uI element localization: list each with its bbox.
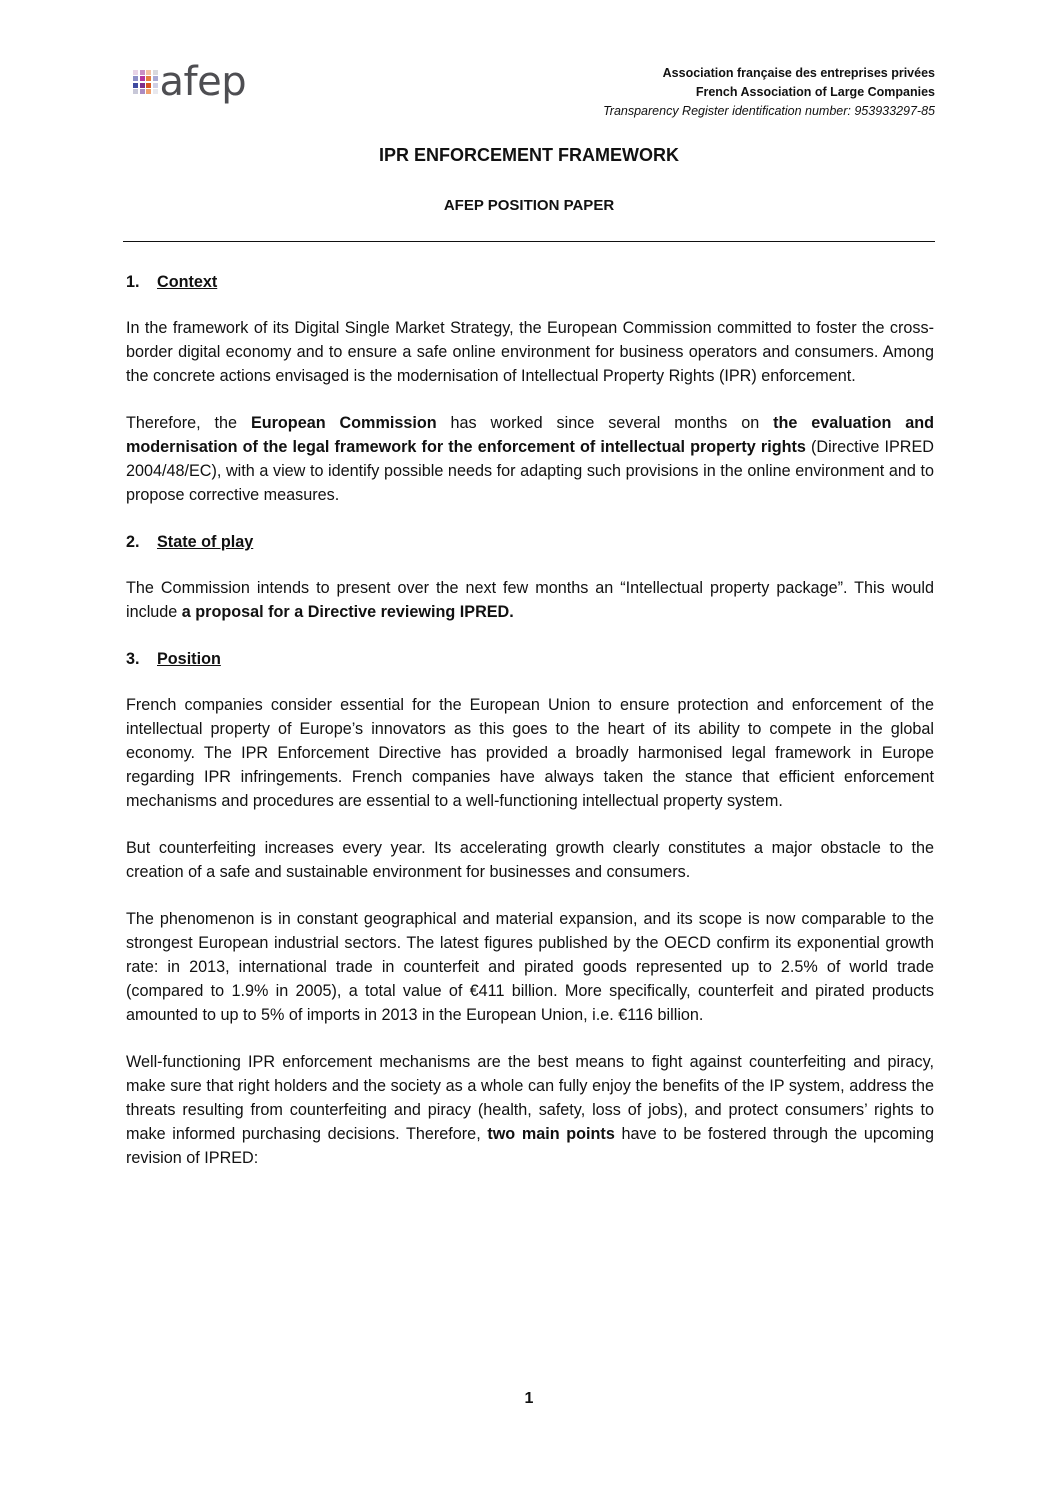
section-number: 2. [126,533,140,551]
logo-square [133,83,138,88]
section-title: Position [157,650,221,668]
text-run: The Commission intends to present over the next few months an “Intellectual property package”. This would include [126,579,934,621]
logo-square [153,70,158,75]
logo-square [133,70,138,75]
text-run: (Directive IPRED 2004/48/EC), with a view to identify possible needs for adapting such provisions in the online environment and to propose corrective measures. [126,438,934,504]
bold-text: the evaluation and modernisation of the legal framework for the enforcement of intellectual property rights [126,414,935,456]
body-paragraph [126,411,934,507]
text-run: But counterfeiting increases every year. Its accelerating growth clearly constitutes a major obstacle to the creation of a safe and sustainable environment for businesses and consumers. [126,839,934,881]
page-number: 1 [524,1390,534,1407]
body-paragraph [126,693,934,813]
text-run: French companies consider essential for the European Union to ensure protection and enforcement of the intellectual property of Europe’s innovators as this goes to the heart of its ability to compete in the global economy. The IPR Enforcement Directive has provided a broadly harmonised legal framework in Europe regarding IPR infringements. French companies have always taken the stance that efficient enforcement mechanisms and procedures are essential to a well-functioning intellectual property system. [126,696,934,810]
text-run: Therefore, the [126,414,251,432]
body-paragraph [126,907,934,1027]
title-divider [123,241,935,242]
logo-square [146,70,151,75]
logo-square [140,70,145,75]
afep-logo [133,59,247,105]
logo-square [133,89,138,94]
body-paragraph [126,316,934,388]
section-number: 1. [126,273,140,291]
afep-logo-mark-icon [133,70,158,95]
org-name-en: French Association of Large Companies [695,85,935,99]
body-paragraph [126,836,934,884]
bold-text: two main points [487,1125,615,1143]
logo-square [140,83,145,88]
body-paragraph [126,576,934,624]
text-run: In the framework of its Digital Single Market Strategy, the European Commission committed to foster the cross-border digital economy and to ensure a safe online environment for business operators and consumers. Among the concrete actions envisaged is the modernisation of Intellectual Property Rights (IPR) enforcement. [126,319,934,385]
body-paragraph [126,1050,934,1170]
bold-text: European Commission [250,414,437,432]
section-number: 3. [126,650,140,668]
logo-wordmark: afep [159,59,247,105]
text-run: have to be fostered through the upcoming revision of IPRED: [126,1125,935,1167]
document-body [126,270,934,1193]
section-heading [126,530,934,554]
document-subtitle: AFEP POSITION PAPER [443,197,615,214]
text-run: The phenomenon is in constant geographical and material expansion, and its scope is now comparable to the strongest European industrial sectors. The latest figures published by the OECD confirm its exponential growth rate: in 2013, international trade in counterfeit and pirated goods represented up to 2.5% of world trade (compared to 1.9% in 2005), a total value of €411 billion. More specifically, counterfeit and pirated products amounted to up to 5% of imports in 2013 in the European Union, i.e. €116 billion. [126,910,934,1024]
logo-square [140,76,145,81]
document-title: IPR ENFORCEMENT FRAMEWORK [379,145,679,165]
section-heading [126,270,934,294]
org-name-fr: Association française des entreprises privées [662,66,935,80]
transparency-register: Transparency Register identification number: 953933297-85 [603,104,935,118]
logo-square [153,89,158,94]
organization-header [603,64,935,121]
logo-square [140,89,145,94]
logo-square [146,89,151,94]
logo-square [146,76,151,81]
text-run: has worked since several months on [436,414,774,432]
section-title: State of play [157,533,254,551]
section-heading [126,647,934,671]
bold-text: a proposal for a Directive reviewing IPRED. [181,603,514,621]
logo-square [146,83,151,88]
logo-square [133,76,138,81]
logo-square [153,76,158,81]
logo-square [153,83,158,88]
text-run: Well-functioning IPR enforcement mechanisms are the best means to fight against counterfeiting and piracy, make sure that right holders and the society as a whole can fully enjoy the benefits of the IP system, address the threats resulting from counterfeiting and piracy (health, safety, loss of jobs), and protect consumers’ rights to make informed purchasing decisions. Therefore, [126,1053,934,1143]
section-title: Context [157,273,218,291]
